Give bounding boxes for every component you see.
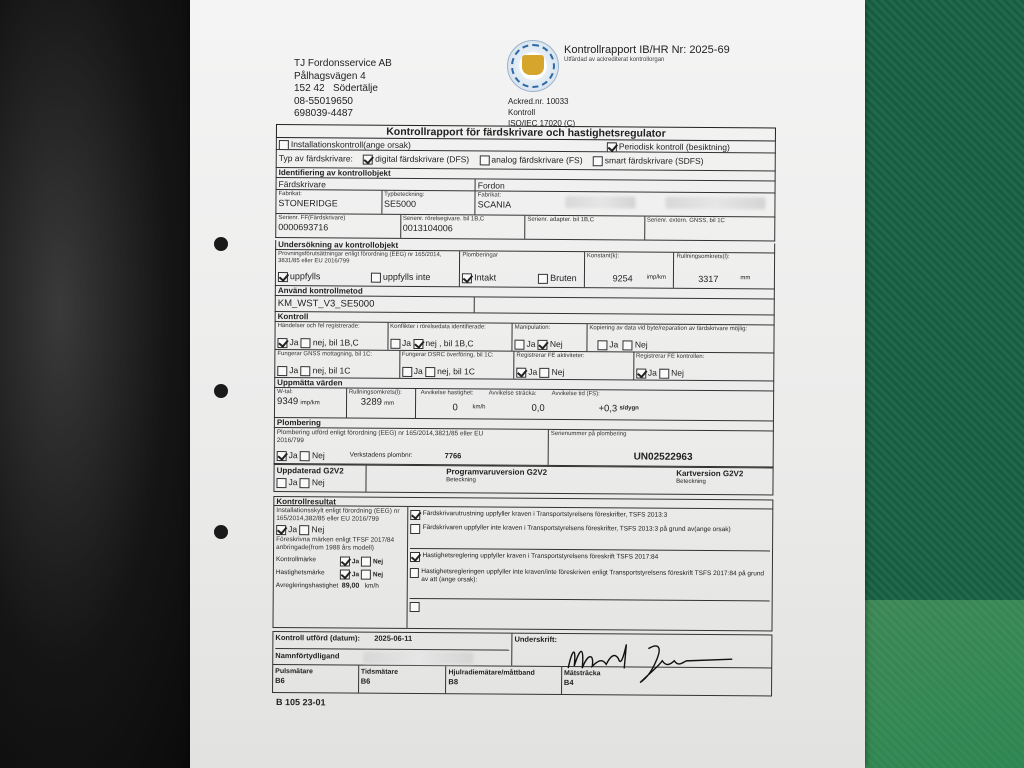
digital-label: digital färdskrivare (DFS)	[375, 153, 470, 165]
g2v2-program-label: Programvaruversion G2V2	[446, 467, 548, 477]
no-label: Nej	[311, 477, 325, 488]
plate-text: Installationsskylt enligt förordning (EEG) nr 165/2014,382/85 eller EU 2016/799	[276, 507, 400, 523]
yes-label: Ja	[526, 338, 536, 349]
no-label: Nej	[634, 339, 648, 350]
control-form	[272, 124, 776, 717]
result-section-title: Kontrollresultat	[273, 496, 773, 509]
no-label: Nej	[549, 338, 563, 350]
intact-label: Intakt	[474, 272, 497, 283]
installation-checkbox[interactable]	[279, 140, 289, 150]
no-label: Nej	[311, 524, 325, 535]
make-row	[275, 190, 775, 217]
measured-row	[274, 388, 774, 421]
roll-value: 3289	[360, 396, 382, 408]
marks-text: Föreskrivna märken enligt TFSF 2017/84 anbringade(from 1988 års modell)	[276, 535, 395, 552]
r4-checkbox[interactable]	[410, 568, 419, 578]
manipulation-no-checkbox[interactable]	[538, 340, 548, 350]
report-header	[564, 44, 730, 63]
g2v2-map-label: Kartversion G2V2	[676, 468, 744, 479]
speed-limit-unit: km/h	[364, 582, 379, 590]
plate-yes-checkbox[interactable]	[276, 525, 286, 535]
analog-label: analog färdskrivare (FS)	[491, 154, 583, 166]
yes-label: Ja	[647, 367, 657, 378]
adapter-label: Serienr. adapter. bil 1B,C	[527, 216, 595, 224]
vehicle-make: SCANIA	[477, 199, 512, 210]
measured-section-title: Uppmätta värden	[274, 378, 774, 391]
sealing-row	[274, 428, 774, 467]
accreditation-type: Kontroll	[508, 108, 536, 117]
yes-label: Ja	[351, 571, 360, 579]
map-designation-label: Beteckning	[676, 478, 706, 486]
w-label: W-tal:	[277, 389, 293, 396]
punch-hole	[214, 384, 228, 398]
result-3-text: Hastighetsreglering uppfyller kraven i Transportstyrelsens föreskrift TSFS 2017:84	[422, 552, 659, 561]
method-section-title: Använd kontrollmetod	[275, 286, 775, 299]
identification-section-title: Identifiering av kontrollobjekt	[276, 168, 776, 181]
constant-value: 9254	[612, 273, 633, 284]
yes-label: Ja	[288, 450, 298, 461]
control-row-2	[274, 350, 774, 381]
installation-label: Installationskontroll(ange orsak)	[290, 139, 411, 150]
not-fulfilled-checkbox[interactable]	[371, 272, 381, 282]
yes-label: Ja	[413, 365, 423, 377]
broken-checkbox[interactable]	[538, 273, 548, 283]
no-label: Nej	[551, 366, 565, 378]
name-label: Namnförtydligand	[275, 648, 509, 662]
events-no-checkbox[interactable]	[301, 338, 311, 348]
result-4-text: Hastighetsregleringen uppfyller inte kraven/inte föreskriven enligt Transportstyrelsens föreskrift TSFS 2017:84 på grund av att (ange orsak):	[421, 568, 765, 584]
report-title: Kontrollrapport IB/HR Nr: 2025-69	[564, 44, 730, 56]
speed-mark-label: Hastighetsmärke	[275, 568, 325, 577]
control-mark-label: Kontrollmärke	[275, 555, 317, 564]
sensor-label: Serienr. rörelsegivare. bil 1B,C	[402, 215, 485, 223]
yes-label: Ja	[289, 365, 299, 376]
recorder-type: SE5000	[383, 198, 417, 209]
r3-checkbox[interactable]	[410, 552, 420, 562]
time-dev-unit: s/dygn	[619, 405, 639, 412]
sealing-yes-checkbox[interactable]	[277, 451, 287, 461]
circumference-value: 3317	[698, 273, 719, 285]
dsrc-no-checkbox[interactable]	[425, 367, 435, 377]
pulse-meter-label: Pulsmätare	[275, 668, 313, 676]
w-value: 9349	[277, 396, 299, 408]
yes-label: Ja	[351, 558, 360, 566]
broken-label: Bruten	[550, 272, 577, 284]
events-yes-checkbox[interactable]	[277, 338, 287, 348]
fulfilled-label: uppfylls	[289, 271, 321, 282]
r1-checkbox[interactable]	[411, 510, 421, 520]
time-dev-label: Avvikelse tid (FS):	[551, 390, 600, 398]
not-fulfilled-label: uppfylls inte	[382, 271, 431, 283]
periodic-label: Periodisk kontroll (besiktning)	[618, 141, 730, 153]
form-code: B 105 23-01	[275, 697, 326, 708]
smart-label: smart färdskrivare (SDFS)	[604, 155, 704, 166]
dsrc-label: Fungerar DSRC överföring, bil 1C:	[401, 351, 494, 359]
yes-label: Ja	[288, 477, 298, 488]
sensor-serial: 0013104006	[402, 222, 453, 234]
periodic-checkbox[interactable]	[607, 142, 617, 152]
company-phone: 08-55019650	[294, 95, 353, 107]
recorder-type-label: Typ av färdskrivare:	[278, 153, 353, 164]
digital-checkbox[interactable]	[363, 154, 373, 164]
dsrc-yes-checkbox[interactable]	[402, 367, 412, 377]
fe-activity-yes-checkbox[interactable]	[516, 367, 526, 377]
circumference-label: Rullningsomkrets(l):	[676, 253, 730, 261]
yes-label: Ja	[401, 337, 412, 348]
accreditation-info	[508, 96, 575, 129]
punch-hole	[214, 525, 228, 539]
intact-checkbox[interactable]	[462, 273, 472, 283]
speed-dev-value: 0	[452, 402, 458, 414]
form-title: Kontrollrapport för färdskrivare och hastighetsregulator	[276, 124, 776, 141]
dist-dev-label: Avvikelse sträcka:	[488, 390, 537, 397]
distance-value: B4	[563, 678, 574, 688]
speed-limit-value: 89,00	[341, 582, 360, 590]
circumference-unit: mm	[740, 275, 751, 282]
constant-unit: imp/km	[646, 274, 667, 281]
sealing-no-checkbox[interactable]	[300, 451, 310, 461]
gnss-yes-checkbox[interactable]	[277, 366, 287, 376]
events-label: Händelser och fel registrerade:	[277, 323, 360, 330]
g2v2-row	[273, 464, 773, 495]
speed-limit-label: Avregleringshastighet	[275, 581, 339, 590]
speed-mark-yes-checkbox[interactable]	[340, 569, 350, 579]
g2v2-no-checkbox[interactable]	[300, 478, 310, 488]
result-1-text: Färdskrivarutrustning uppfyller kraven i Transportstyrelsens föreskrifter, TSFS 2013:3	[422, 510, 668, 519]
recorder-serial: 0000693716	[278, 222, 329, 233]
w-unit: imp/km	[300, 400, 320, 407]
r2-checkbox[interactable]	[411, 524, 421, 534]
redacted-field	[566, 196, 636, 208]
report-subtitle: Utfärdad av ackrediterat kontrollorgan	[564, 57, 665, 63]
equipment-row	[272, 665, 772, 696]
no-label: Nej	[372, 571, 384, 579]
manipulation-label: Manipulation:	[514, 324, 551, 331]
conflicts-no-checkbox[interactable]	[413, 339, 423, 349]
accreditation-number: Ackred.nr. 10033	[508, 97, 569, 106]
conflicts-label: Konflikter i rörelsedata identifierade:	[390, 323, 486, 331]
g2v2-updated-label: Uppdaterad G2V2	[276, 466, 344, 476]
no-label: Nej	[312, 450, 325, 461]
time-meter-label: Tidsmätare	[360, 668, 399, 676]
workshop-seal-label: Verkstadens plombnr:	[349, 451, 413, 459]
time-meter-value: B6	[360, 676, 371, 686]
no-1bc-label: nej , bil 1B,C	[425, 338, 474, 349]
copy-no-checkbox[interactable]	[623, 340, 633, 350]
inspection-report-paper	[190, 0, 865, 768]
crown-icon	[522, 55, 544, 75]
no-label: Nej	[671, 367, 684, 378]
background-desk-left	[0, 0, 200, 768]
serial-row	[275, 214, 775, 241]
roll-label: Rullningsomkrets(l):	[348, 389, 402, 396]
company-name: TJ Fordonsservice AB	[294, 58, 392, 69]
accreditation-standard: ISO/IEC 17020 (C)	[508, 119, 576, 128]
gnss-serial-label: Serienr. extern. GNSS, bil 1C	[646, 217, 725, 225]
no-1bc-label: nej, bil 1B,C	[312, 337, 359, 348]
fe-activity-label: Registrerar FE aktiviteter:	[516, 352, 585, 360]
company-street: Pålhagsvägen 4	[294, 70, 366, 82]
make-label: Fabrikat:	[278, 191, 302, 198]
result-row	[272, 506, 773, 631]
vehicle-heading: Fordon	[477, 180, 505, 191]
date-label: Kontroll utförd (datum):	[275, 633, 361, 643]
recorder-make: STONERIDGE	[278, 198, 338, 209]
copy-label: Kopiering av data vid byte/reparation av färdskrivare möjlig:	[589, 325, 748, 333]
control-section-title: Kontroll	[275, 312, 775, 325]
company-postal-city: 152 42 Södertälje	[294, 83, 378, 94]
yes-label: Ja	[289, 337, 299, 348]
workshop-seal-value: 7766	[444, 451, 462, 461]
constant-label: Konstant(k):	[586, 253, 620, 260]
company-orgnr: 698039-4487	[294, 108, 353, 119]
no-label: Nej	[372, 558, 384, 566]
recorder-heading: Färdskrivare	[277, 178, 476, 190]
gnss-no-checkbox[interactable]	[301, 366, 311, 376]
control-mark-no-checkbox[interactable]	[361, 556, 371, 566]
method-value: KM_WST_V3_SE5000	[276, 296, 475, 312]
conditions-label: Provningsförutsättningar enligt förordning (EEG) nr 165/2014, 3831/85 eller EU 2016/799	[278, 251, 442, 265]
g2v2-yes-checkbox[interactable]	[276, 478, 286, 488]
yes-label: Ja	[528, 366, 538, 377]
manipulation-yes-checkbox[interactable]	[514, 339, 524, 349]
punch-hole	[214, 237, 228, 251]
serial-label: Serienr. FF(Färdskrivare)	[278, 215, 346, 222]
result-2-text: Färdskrivaren uppfyller inte kraven i Transportstyrelsens föreskrifter, TSFS 2013:3 på grund av(ange orsak)	[422, 524, 731, 534]
company-address	[294, 58, 392, 121]
dist-dev-value: 0,0	[531, 402, 545, 414]
fe-control-yes-checkbox[interactable]	[636, 368, 646, 378]
inspection-section-title: Undersökning av kontrollobjekt	[275, 240, 775, 253]
vehicle-make-label: Fabrikat:	[477, 192, 502, 199]
gnss-label: Fungerar GNSS mottagning, bil 1C:	[277, 351, 373, 358]
pulse-meter-value: B6	[275, 676, 285, 686]
seals-label: Plomberingar	[462, 252, 499, 259]
swedac-seal-logo	[507, 40, 559, 92]
inspection-row	[275, 250, 775, 289]
wheel-meter-value: B8	[448, 677, 459, 687]
speed-mark-no-checkbox[interactable]	[361, 569, 371, 579]
seal-serial-label: Serienummer på plombering	[550, 430, 627, 438]
redacted-name	[363, 652, 473, 665]
sealing-section-title: Plombering	[274, 418, 774, 431]
signature-label: Underskrift:	[514, 634, 558, 644]
fe-control-label: Registrerar FE kontrollen:	[635, 353, 705, 360]
fe-control-no-checkbox[interactable]	[659, 368, 669, 378]
no-1c-label: nej, bil 1C	[437, 366, 475, 377]
roll-unit: mm	[384, 400, 395, 407]
distance-label: Mätsträcka	[563, 670, 601, 678]
background-tablecloth-sunlit	[854, 600, 1024, 768]
plate-no-checkbox[interactable]	[299, 525, 309, 535]
control-date: 2025-06-11	[374, 633, 413, 643]
speed-dev-label: Avvikelse hastighet:	[420, 390, 474, 397]
time-dev-value: +0,3	[598, 403, 618, 415]
type-label: Typbeteckning:	[384, 191, 425, 199]
copy-yes-checkbox[interactable]	[597, 340, 607, 350]
yes-label: Ja	[288, 524, 298, 535]
speed-dev-unit: km/h	[472, 404, 486, 411]
program-designation-label: Beteckning	[446, 477, 476, 484]
r5-checkbox[interactable]	[410, 602, 420, 612]
yes-label: Ja	[609, 339, 619, 350]
control-mark-yes-checkbox[interactable]	[340, 556, 350, 566]
control-row-1	[274, 322, 774, 353]
conflicts-yes-checkbox[interactable]	[390, 339, 400, 349]
fe-activity-no-checkbox[interactable]	[540, 368, 550, 378]
seal-serial-value: UN02522963	[633, 451, 693, 463]
no-1c-label: nej, bil 1C	[312, 365, 351, 376]
sealing-text: Plombering utförd enligt förordning (EEG) nr 165/2014,3821/85 eller EU 2016/799	[276, 429, 484, 445]
wheel-meter-label: Hjulradiemätare/måttband	[448, 669, 535, 677]
fulfilled-checkbox[interactable]	[278, 272, 288, 282]
smart-checkbox[interactable]	[593, 156, 603, 166]
analog-checkbox[interactable]	[479, 155, 489, 165]
redacted-field	[666, 197, 766, 210]
